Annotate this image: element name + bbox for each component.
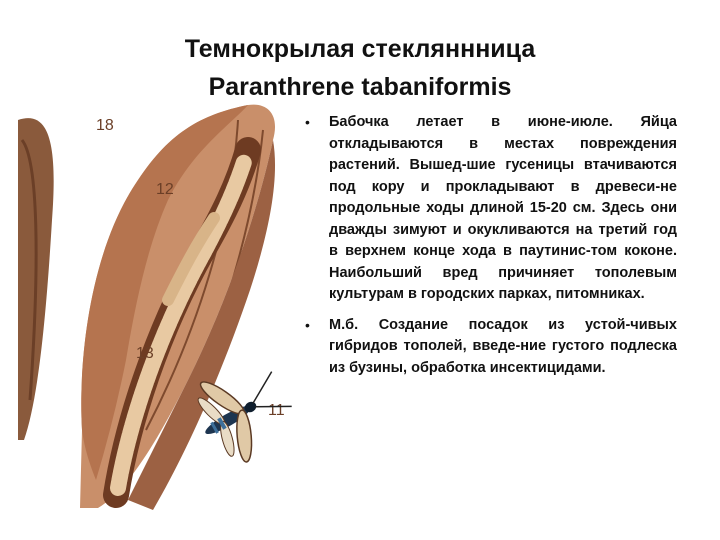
figure-label-c: 13 [136, 345, 154, 362]
bullet-dot-icon: • [305, 114, 310, 130]
list-item [305, 112, 677, 306]
figure-label-d: 11 [268, 402, 285, 419]
title-line-russian: Темнокрылая стекляннница [184, 35, 536, 63]
bullet-list [305, 112, 677, 388]
list-item [305, 315, 677, 380]
moth-larva-illustration [18, 100, 308, 510]
figure-label-a: 18 [96, 117, 114, 134]
bullet-text: Бабочка летает в июне-июле. Яйца откладываются в местах повреждения растений. Вышед-шие гусеницы втачиваются под кору и прокладывают в древеси-не продольные ходы длиной 15-20 см. Здесь они дважды зимуют и окукливаются на третий год в верхнем конце хода в паутинис-том коконе. Наибольший вред причиняет тополевым культурам в городских парках, питомниках. [329, 114, 677, 302]
title-line-latin: Paranthrene tabaniformis [208, 73, 512, 101]
bullet-dot-icon: • [305, 316, 310, 333]
figure-label-b: 12 [156, 181, 174, 198]
bullet-text: М.б. Создание посадок из устой-чивых гибридов тополей, введе-ние густого подлеска из бузины, обработка инсектицидами. [329, 316, 677, 376]
slide-title [20, 30, 700, 106]
